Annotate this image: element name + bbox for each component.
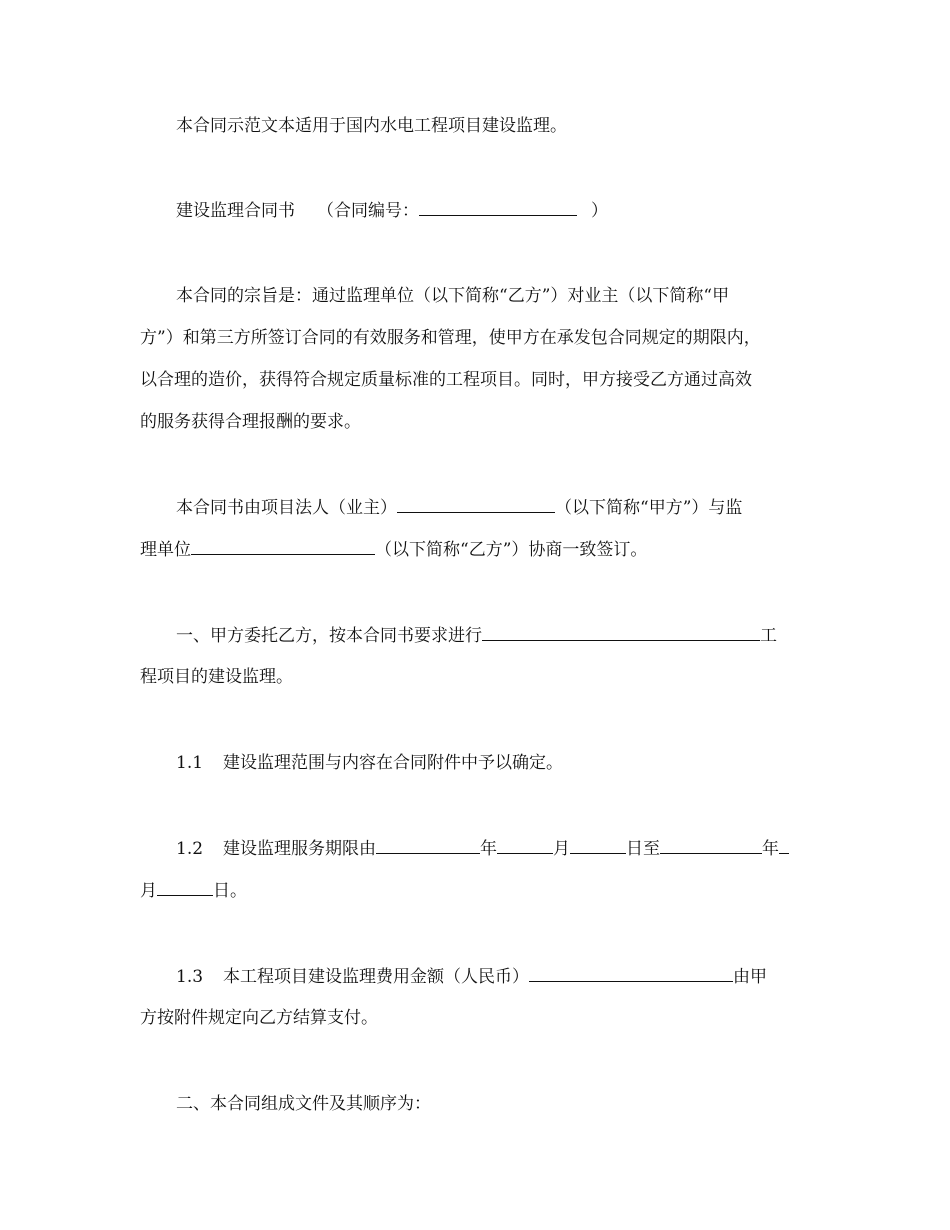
clause-1-2-number: 1.2 — [176, 839, 204, 859]
project-name-blank[interactable] — [482, 622, 760, 641]
purpose-line-2: 方”）和第三方所签订合同的有效服务和管理，使甲方在承发包合同规定的期限内， — [140, 328, 761, 348]
purpose-line-1: 本合同的宗旨是：通过监理单位（以下简称“乙方”）对业主（以下简称“甲 — [176, 286, 730, 306]
clause-1-3-line-2: 方按附件规定向乙方结算支付。 — [140, 1008, 378, 1028]
intro-line: 本合同示范文本适用于国内水电工程项目建设监理。 — [176, 116, 567, 136]
start-month-blank[interactable] — [497, 835, 553, 854]
end-day-label: 日。 — [213, 881, 247, 901]
parties-owner-label: 本合同书由项目法人（业主） — [176, 498, 397, 518]
year-label: 年 — [480, 839, 498, 859]
clause-1-1-text: 建设监理范围与内容在合同附件中予以确定。 — [223, 753, 564, 773]
fee-amount-blank[interactable] — [529, 963, 733, 982]
clause-1-3-line-1 — [176, 963, 767, 990]
clause-1-1 — [176, 750, 563, 776]
clause-1-2-line-2 — [140, 877, 247, 904]
section-2-heading: 二、本合同组成文件及其顺序为： — [176, 1094, 431, 1114]
title-line — [176, 197, 608, 224]
supervisor-name-blank[interactable] — [191, 536, 375, 555]
section-1-line-1 — [176, 622, 777, 649]
clause-1-2-line-1 — [176, 835, 789, 862]
section-1-text: 一、甲方委托乙方，按本合同书要求进行 — [176, 626, 482, 646]
purpose-line-3: 以合理的造价，获得符合规定质量标准的工程项目。同时，甲方接受乙方通过高效 — [140, 370, 752, 390]
start-day-blank[interactable] — [570, 835, 626, 854]
contract-number-blank[interactable] — [419, 197, 577, 216]
section-1-suffix: 工 — [760, 626, 777, 646]
parties-owner-note: （以下简称“甲方”）与监 — [555, 498, 743, 518]
day-to-label: 日至 — [626, 839, 661, 859]
clause-1-3-suffix: 由甲 — [733, 967, 768, 987]
end-year-label: 年 — [762, 839, 780, 859]
owner-name-blank[interactable] — [397, 494, 555, 513]
end-month-label: 月 — [140, 881, 157, 901]
clause-1-3-text: 本工程项目建设监理费用金额（人民币） — [223, 967, 530, 987]
month-label: 月 — [553, 839, 571, 859]
end-day-blank[interactable] — [157, 877, 213, 896]
section-1-line-2: 程项目的建设监理。 — [140, 667, 293, 687]
contract-number-label: （合同编号： — [317, 201, 419, 221]
start-year-blank[interactable] — [376, 835, 480, 854]
contract-number-close: ） — [591, 201, 608, 221]
parties-supervisor-label: 理单位 — [140, 540, 191, 560]
parties-line-1 — [176, 494, 742, 521]
parties-line-2 — [140, 536, 647, 563]
clause-1-2-text: 建设监理服务期限由 — [223, 839, 377, 859]
contract-title: 建设监理合同书 — [176, 201, 295, 221]
clause-1-1-number: 1.1 — [176, 753, 204, 773]
purpose-line-4: 的服务获得合理报酬的要求。 — [140, 412, 361, 432]
end-month-blank-start[interactable] — [779, 835, 789, 854]
clause-1-3-number: 1.3 — [176, 967, 204, 987]
end-year-blank[interactable] — [660, 835, 762, 854]
parties-supervisor-note: （以下简称“乙方”）协商一致签订。 — [375, 540, 648, 560]
